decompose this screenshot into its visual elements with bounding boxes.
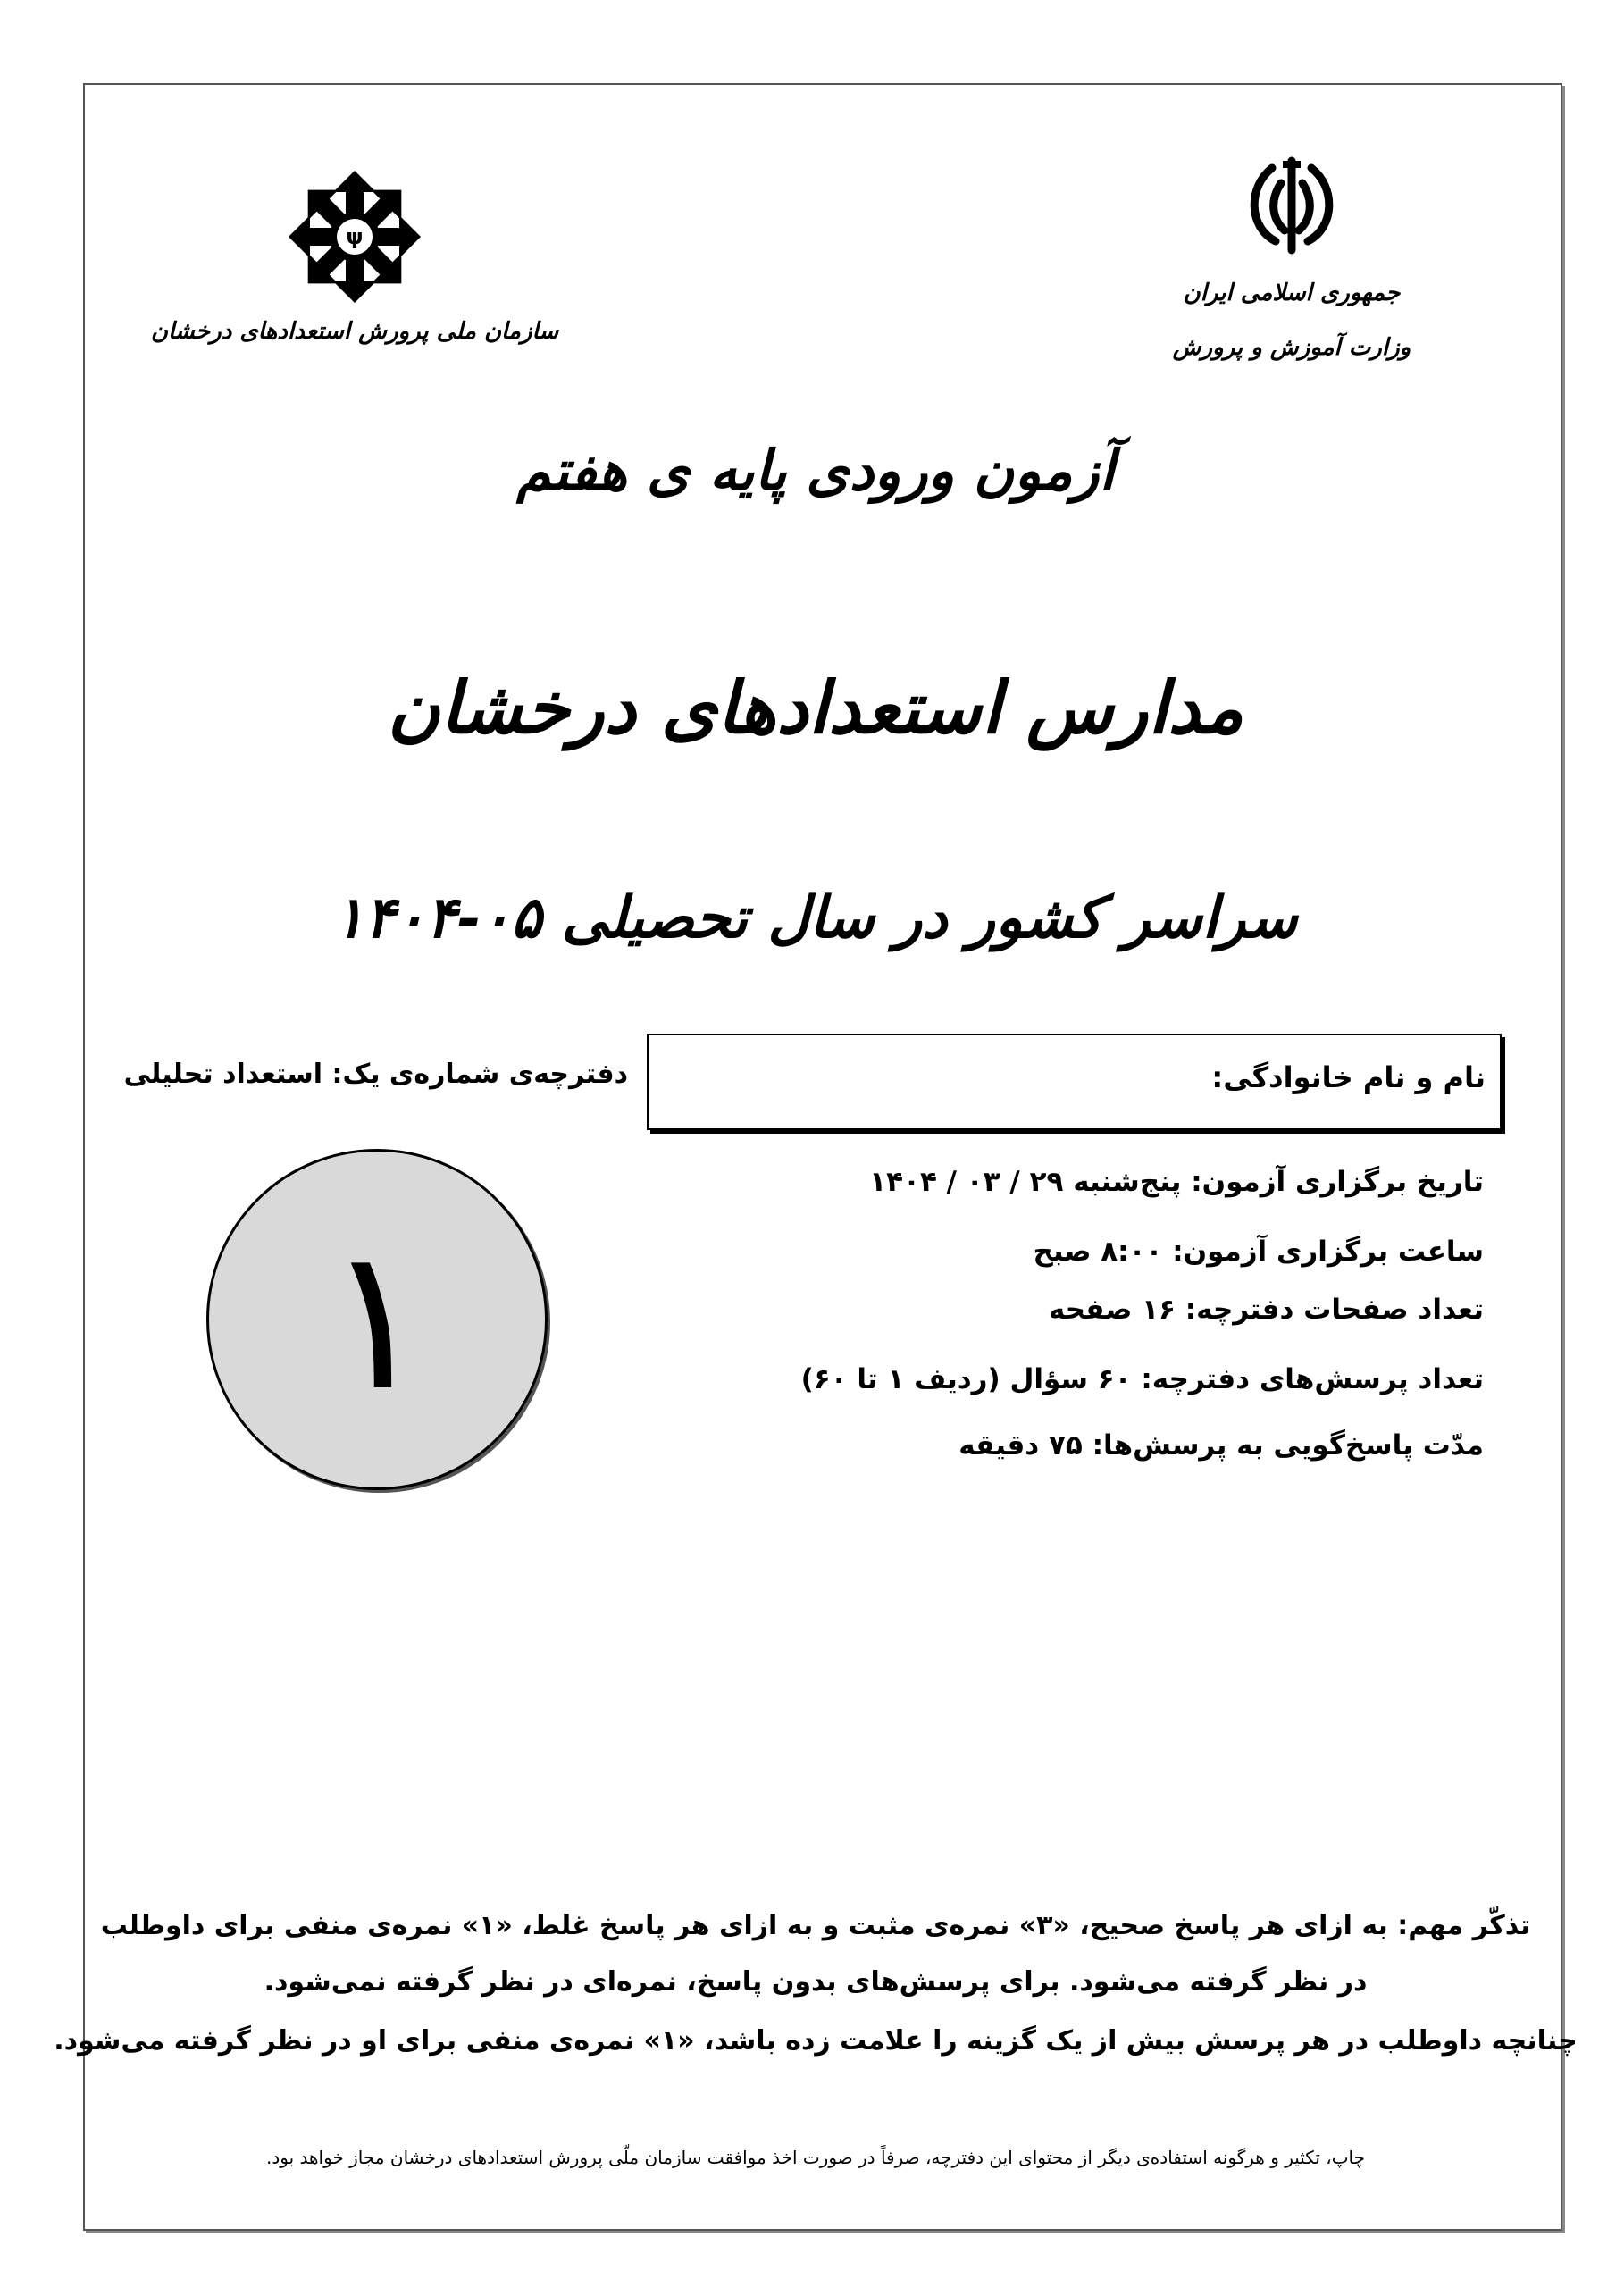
name-field[interactable]	[647, 1034, 1502, 1130]
exam-duration: مدّت پاسخ‌گویی به پرسش‌ها: ۷۵ دقیقه	[958, 1429, 1484, 1462]
svg-text:ψ: ψ	[346, 224, 364, 249]
page-count: تعداد صفحات دفترچه: ۱۶ صفحه	[1048, 1294, 1484, 1326]
left-logo-caption: سازمان ملی پرورش استعدادهای درخشان	[150, 318, 559, 345]
exam-time: ساعت برگزاری آزمون: ۸:۰۰ صبح	[1033, 1236, 1484, 1268]
booklet-number-badge	[206, 1149, 548, 1490]
name-field-label: نام و نام خانوادگی:	[1211, 1060, 1486, 1094]
note-line-2: در نظر گرفته می‌شود. برای پرسش‌های بدون پاسخ، نمره‌ای در نظر گرفته نمی‌شود.	[264, 1966, 1368, 1998]
page-border	[83, 83, 1562, 2231]
ministry-name: وزارت آموزش و پرورش	[1172, 334, 1411, 361]
exam-title: آزمون ورودی پایه ی هفتم	[516, 438, 1115, 503]
booklet-number: ۱	[323, 1205, 431, 1434]
copyright-footer: چاپ، تکثیر و هرگونه استفاده‌ی دیگر از محتوای این دفترچه، صرفاً در صورت اخذ موافقت سازمان ملّی پرورش استعدادهای درخشان مجاز خواهد بود.	[265, 2147, 1366, 2168]
country-name: جمهوری اسلامی ایران	[1183, 280, 1401, 306]
exam-date: تاریخ برگزاری آزمون: پنج‌شنبه ۲۹ / ۰۳ / ۱۴۰۴	[869, 1166, 1484, 1198]
question-count: تعداد پرسش‌های دفترچه: ۶۰ سؤال (ردیف ۱ تا ۶۰)	[800, 1363, 1484, 1395]
booklet-label: دفترچه‌ی شماره‌ی یک: استعداد تحلیلی	[123, 1059, 628, 1090]
iran-emblem-icon	[1238, 152, 1345, 259]
school-title: مدارس استعدادهای درخشان	[387, 666, 1244, 750]
academic-year-title: سراسر کشور در سال تحصیلی ۰۵-۱۴۰۴	[333, 884, 1298, 951]
note-line-3: چنانچه داوطلب در هر پرسش بیش از یک گزینه را علامت زده باشد، «۱» نمره‌ی منفی برای او در نظر گرفته می‌شود.	[54, 2025, 1578, 2057]
note-line-1: تذکّر مهم: به ازای هر پاسخ صحیح، «۳» نمره‌ی مثبت و به ازای هر پاسخ غلط، «۱» نمره‌ی منفی برای داوطلب	[100, 1910, 1531, 1941]
talent-organization-logo	[288, 170, 422, 304]
